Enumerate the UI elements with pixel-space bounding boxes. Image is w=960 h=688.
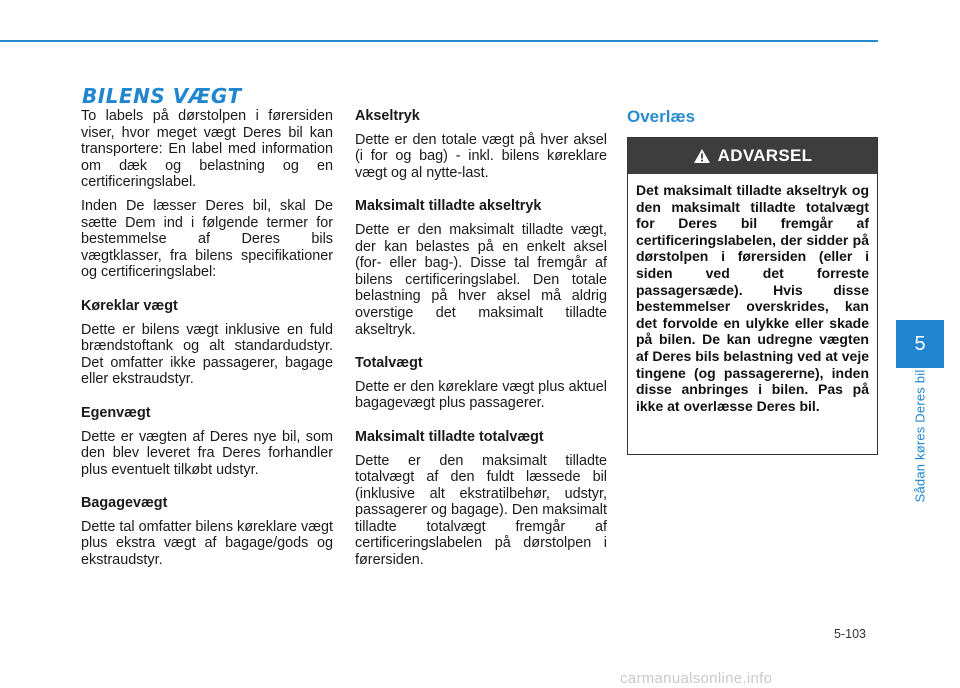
text-koereklar-vaegt: Dette er bilens vægt inklusive en fuld brændstoftank og alt standardudstyr. Det omfatter ikke passagerer, bagage eller ekstraudstyr.: [81, 321, 333, 388]
text-egenvaegt: Dette er vægten af Deres nye bil, som den blev leveret fra Deres forhandler plus eventuelt tilkøbt udstyr.: [81, 428, 333, 478]
chapter-number-tab: 5: [896, 320, 944, 368]
page-number: 5-103: [834, 627, 866, 641]
heading-bagagevaegt: Bagagevægt: [81, 495, 168, 512]
header-rule: [0, 40, 878, 42]
heading-egenvaegt: Egenvægt: [81, 404, 151, 421]
text-bagagevaegt: Dette tal omfatter bilens køreklare vægt plus ekstra vægt af bagage/gods og ekstraudstyr.: [81, 518, 333, 569]
page-title: BILENS VÆGT: [82, 84, 242, 108]
text-akseltryk: Dette er den totale vægt på hver aksel (i for og bag) - inkl. bilens køreklare vægt og al nytte-last.: [355, 131, 607, 181]
warning-header: [628, 138, 877, 174]
text-totalvaegt: Dette er den køreklare vægt plus aktuel bagagevægt plus passagerer.: [355, 378, 607, 412]
column-1: [81, 108, 333, 576]
warning-box: [627, 137, 878, 455]
intro-paragraph-2: Inden De læsser Deres bil, skal De sætte Dem ind i følgende termer for bestemmelse af Deres bils vægtklasser, fra bilens specifikationer og certificeringslabel:: [81, 197, 333, 281]
warning-label: ADVARSEL: [717, 146, 813, 165]
warning-text: Det maksimalt tilladte akseltryk og den maksimalt tilladte totalvægt for Deres bil fremgår af certificeringslabelen, der sidder på dørstolpen i førersiden (eller i siden ved det forreste passagersæde). Hvis disse bestemmelser overskrides, kan det forvolde en ulykke eller skade på bilen. De kan udregne vægten af Deres bils belastning ved at veje tingene (og passagererne), inden disse anbringes i bilen. Pas på ikke at overlæsse Deres bil.: [636, 182, 869, 414]
warning-triangle-icon: [693, 148, 711, 164]
heading-totalvaegt: Totalvægt: [355, 355, 423, 372]
chapter-title-vertical: Sådan køres Deres bil: [912, 369, 928, 503]
intro-paragraph-1: To labels på dørstolpen i førersiden viser, hvor meget vægt Deres bil kan transportere: En label med information om dæk og belastning og en certificeringslabel.: [81, 108, 333, 191]
text-max-totalvaegt: Dette er den maksimalt tilladte totalvægt af den fuldt læssede bil (inklusive alt ekstratilbehør, udstyr, passagerer og bagage). Den maksimalt tilladte totalvægt fremgår af certificeringslabelen på dørstolpen i førersiden.: [355, 452, 607, 569]
watermark: carmanualsonline.info: [620, 670, 773, 687]
heading-max-totalvaegt: Maksimalt tilladte totalvægt: [355, 428, 544, 445]
heading-akseltryk: Akseltryk: [355, 108, 420, 124]
text-max-akseltryk: Dette er den maksimalt tilladte vægt, der kan belastes på en enkelt aksel (for- eller bag-). Disse tal fremgår af bilens certificeringslabel. Den totale belastning på hver aksel må aldrig overstige det maksimalt tilladte akseltryk.: [355, 221, 607, 338]
heading-max-akseltryk: Maksimalt tilladte akseltryk: [355, 198, 542, 215]
column-2: [355, 108, 607, 576]
section-heading-overlaes: Overlæs: [627, 107, 696, 126]
heading-koereklar-vaegt: Køreklar vægt: [81, 297, 178, 314]
